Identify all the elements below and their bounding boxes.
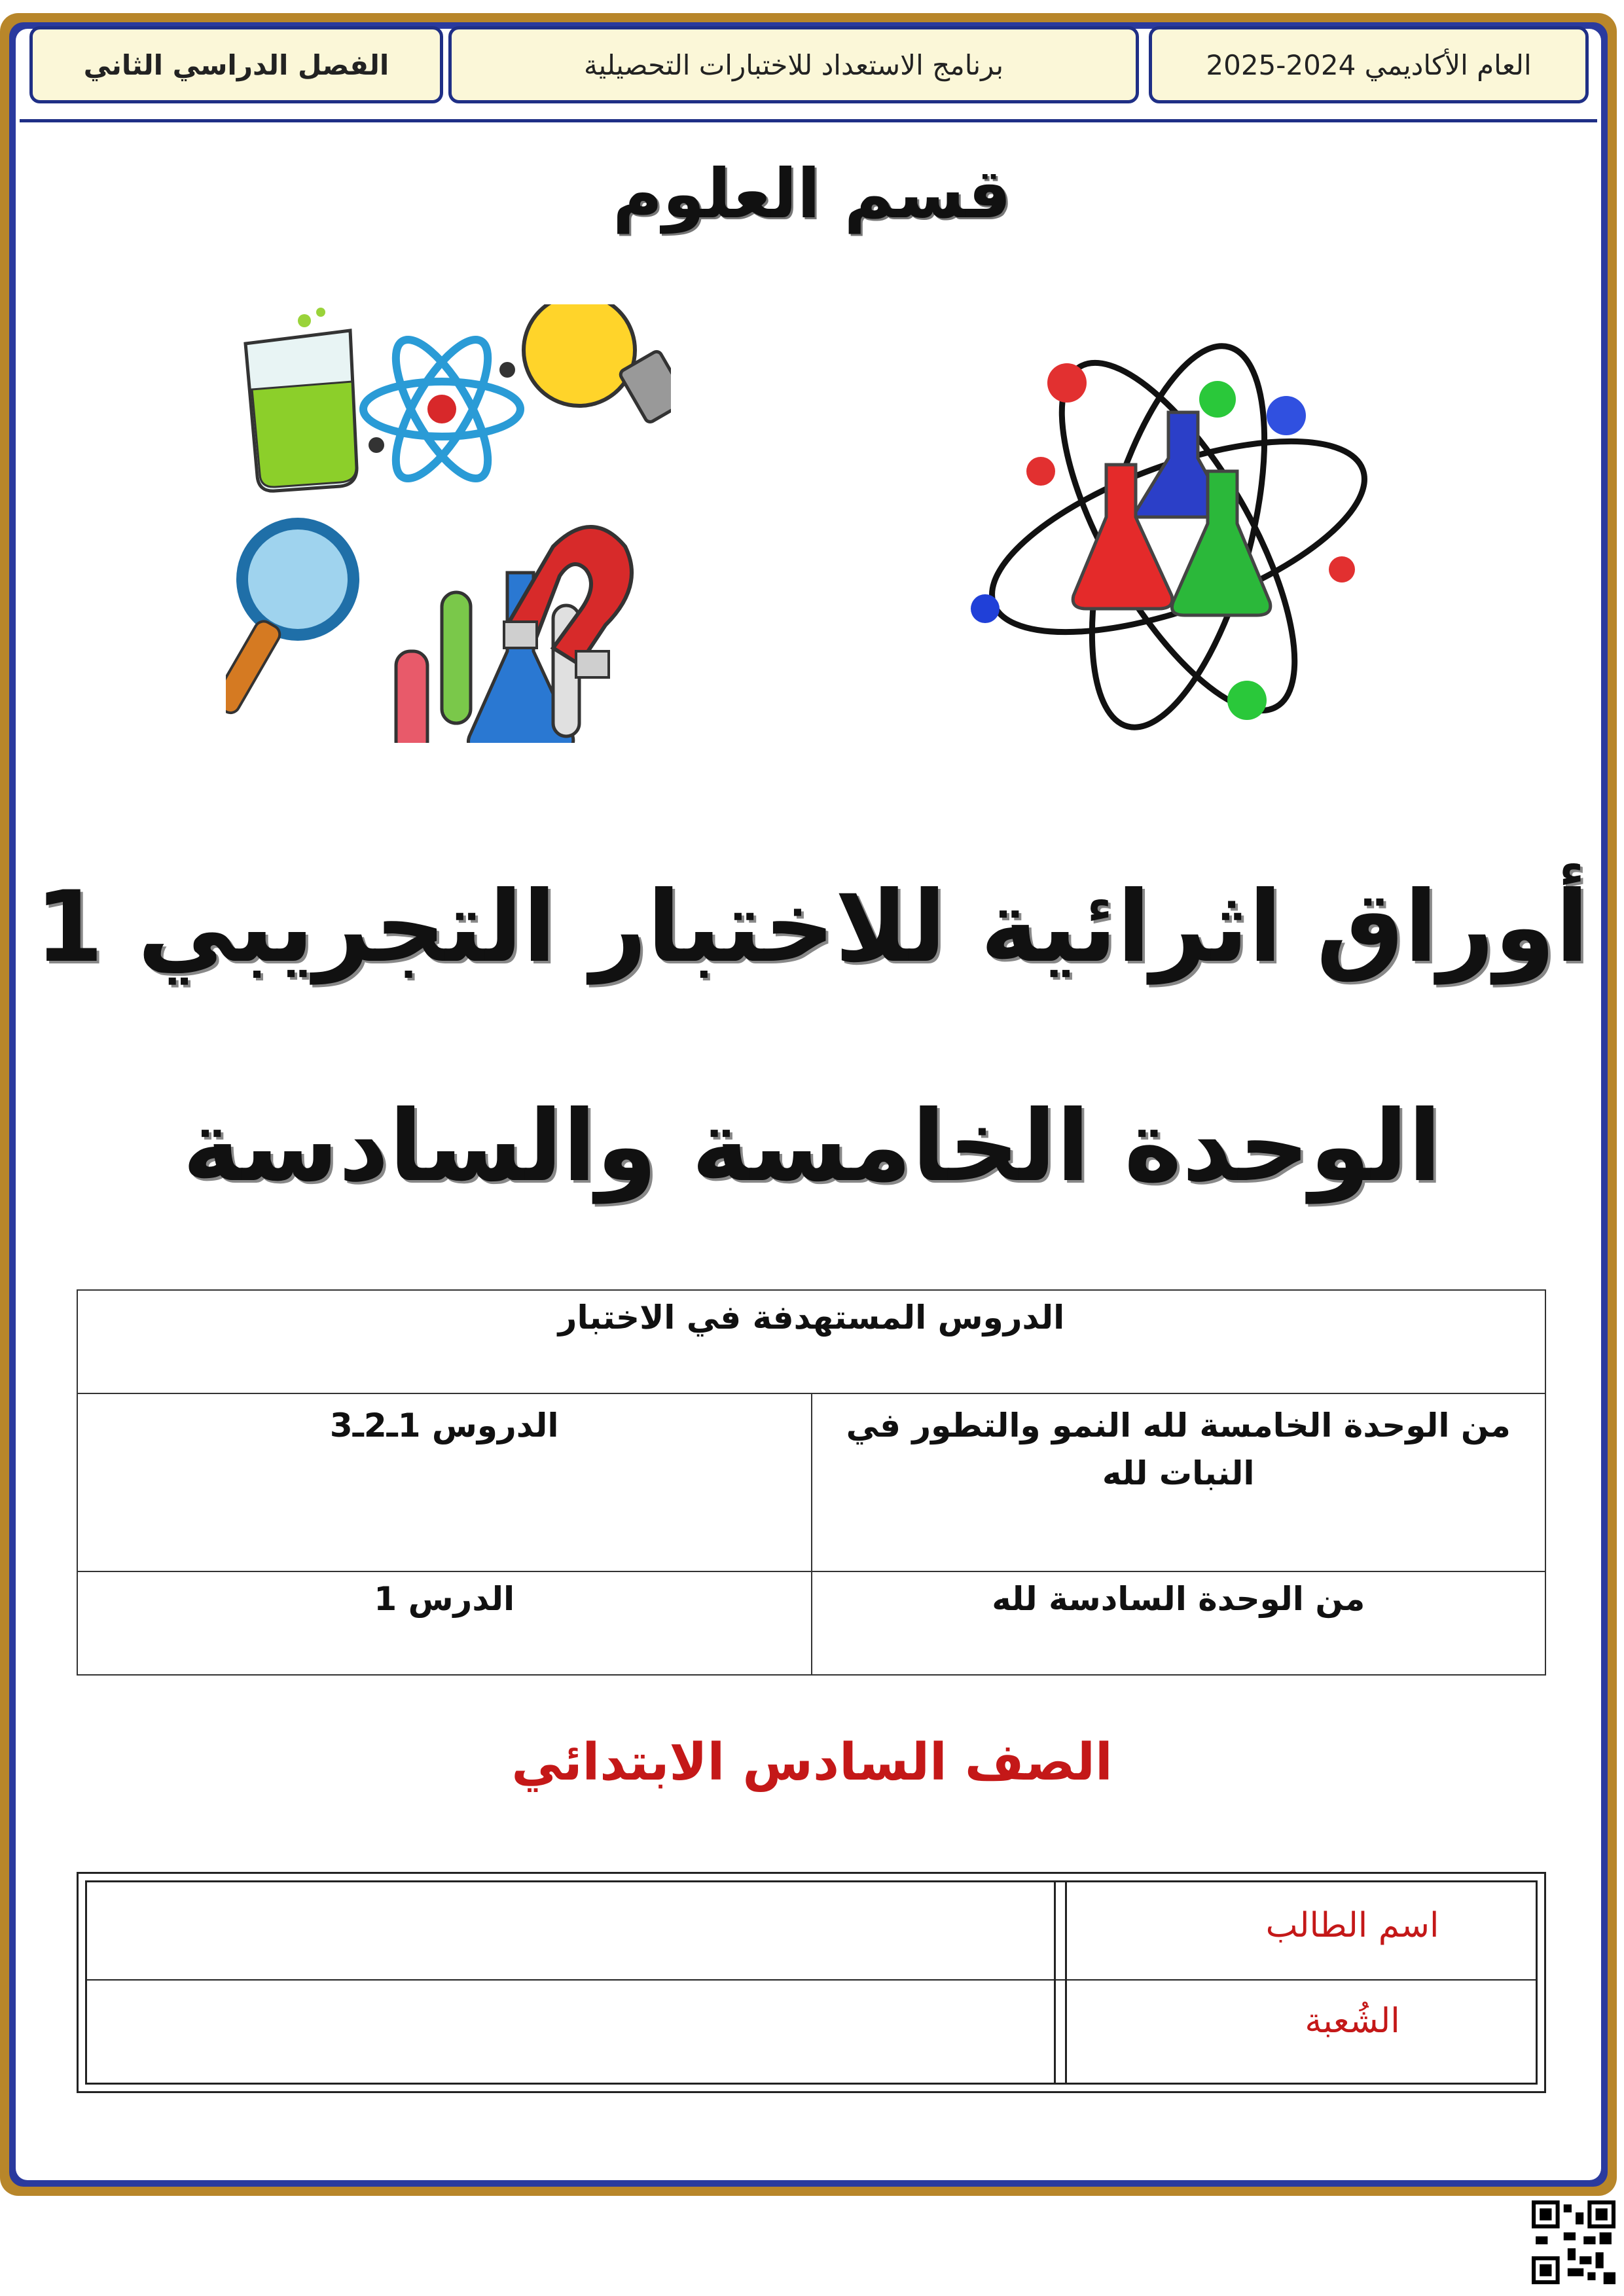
unit-cell: من الوحدة الخامسة لله النمو والتطور في النبات لله [812, 1393, 1546, 1571]
lessons-cell: الدروس 1ـ2ـ3 [77, 1393, 812, 1571]
table-row [77, 1393, 1545, 1571]
magnifier-icon [226, 524, 353, 716]
lessons-cell: الدرس 1 [77, 1571, 812, 1675]
qr-code-icon [1532, 2200, 1615, 2284]
program-box: برنامج الاستعداد للاختبارات التحصيلية [448, 26, 1139, 103]
table-row [77, 1571, 1545, 1675]
atom-flasks-illustration [969, 301, 1388, 772]
main-title: أوراق اثرائية للاختبار التجريبي 1 [35, 870, 1589, 984]
student-name-field[interactable] [100, 1895, 1030, 1967]
units-title: الوحدة الخامسة والسادسة [182, 1090, 1442, 1204]
science-clipart [226, 304, 671, 743]
section-field[interactable] [100, 1994, 1030, 2072]
header-divider [20, 119, 1597, 122]
student-info-box [77, 1872, 1546, 2093]
atom-icon [363, 327, 520, 491]
academic-year-box: العام الأكاديمي 2024-2025 [1149, 26, 1589, 103]
student-name-label: اسم الطالب [1265, 1906, 1439, 1945]
target-lessons-table [77, 1289, 1546, 1676]
department-title: قسم العلوم [613, 154, 1011, 234]
table-header: الدروس المستهدفة في الاختبار [77, 1290, 1545, 1393]
section-label: الشُعبة [1305, 2001, 1400, 2041]
grade-title: الصف السادس الابتدائي [511, 1733, 1113, 1792]
unit-cell: من الوحدة السادسة لله [812, 1571, 1546, 1675]
beaker-icon [245, 308, 357, 491]
lightbulb-icon [524, 304, 671, 423]
semester-box: الفصل الدراسي الثاني [29, 26, 443, 103]
